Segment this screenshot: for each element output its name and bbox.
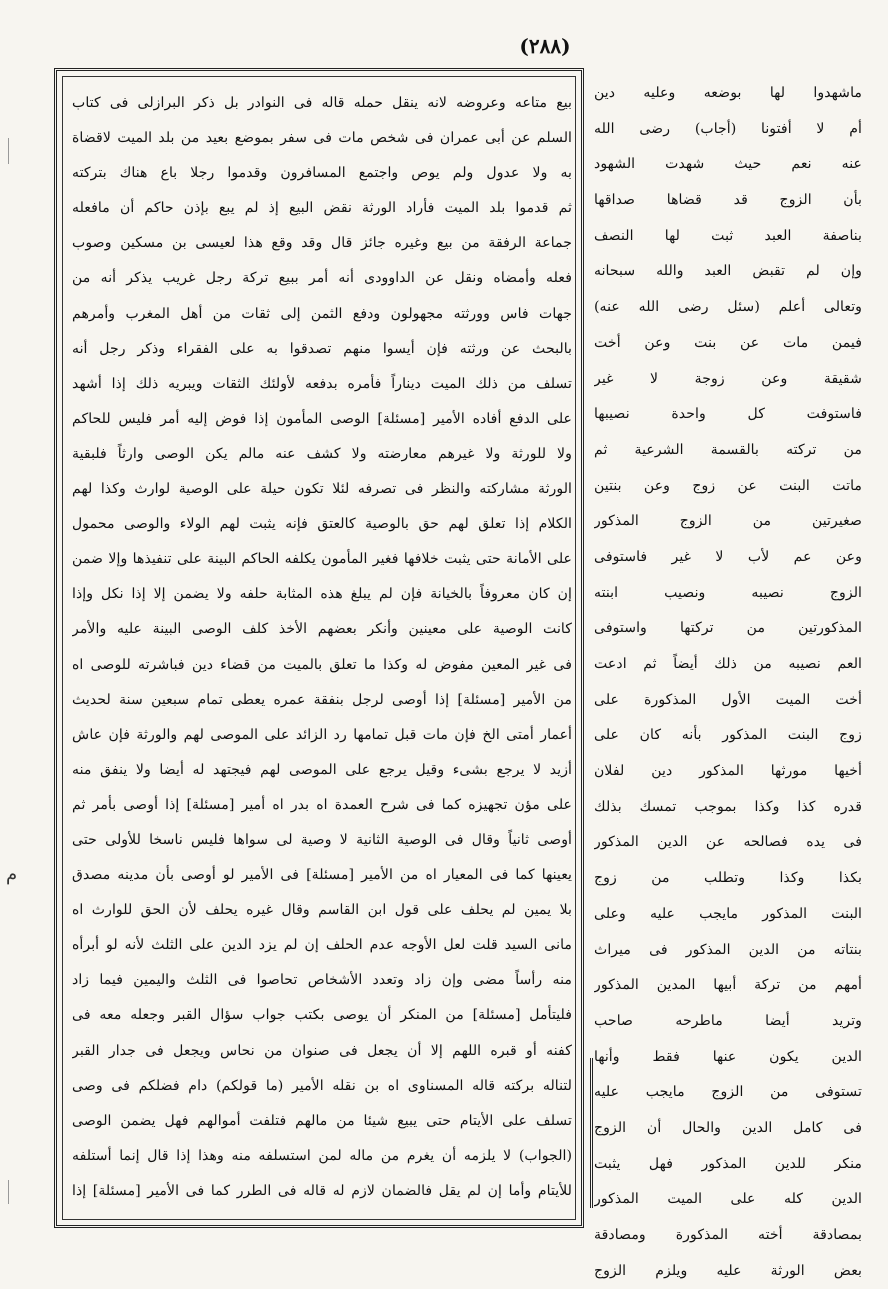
margin-text-line: وتريد أيضا ماطرحه صاحب — [594, 1012, 862, 1029]
main-text-line: كانت الوصية على معينين وأنكر بعضهم الأخذ كلف الوصى البينة عليه والأمر — [72, 621, 572, 638]
main-text-line: على الأمانة حتى يثبت خلافها فغير المأمون يكلفه الحاكم البينة على تنفيذها وإلا ضمن — [72, 551, 572, 568]
margin-text-line: المذكورتين من تركتها واستوفى — [594, 620, 862, 637]
margin-text-line: فاستوفت كل واحدة نصيبها — [594, 406, 862, 423]
margin-text-line: وتعالى أعلم (سئل رضى الله عنه) — [594, 299, 862, 316]
margin-text-line: صغيرتين من الزوج المذكور — [594, 513, 862, 530]
margin-bracket — [590, 1058, 599, 1208]
margin-text-line: الدين يكون عنها فقط وأنها — [594, 1048, 862, 1065]
margin-text-line: منكر للدين المذكور فهل يثبت — [594, 1155, 862, 1172]
margin-text-line: تستوفى من الزوج مايجب عليه — [594, 1084, 862, 1101]
main-text-line: الورثة مشاركته والنظر فى تصرفه لئلا تكون حيلة على الوصية لوارث وكذا لهم — [72, 481, 572, 498]
margin-text-line: فيمن مات عن بنت وعن أخت — [594, 334, 862, 351]
main-text-line: فى غير المعين مفوض له وكذا ما تعلق بالميت من قضاء دين فباشرته للوصى اه — [72, 656, 572, 673]
main-text-line: على مؤن تجهيزه كما فى شرح العمدة اه بدر اه أمير [مسئلة] إذا أوصى بأمر ثم — [72, 796, 572, 813]
margin-text-line: أخيها مورثها المذكور دين لفلان — [594, 763, 862, 780]
margin-text-line: عنه نعم حيث شهدت الشهود — [594, 156, 862, 173]
main-text-line: به ولا عدول ولم يوص واجتمع المسافرون وقدموا رجلا باع هناك بتركته — [72, 165, 572, 182]
page-number: (٢٨٨) — [519, 34, 571, 58]
margin-text-line: أم لا أفتونا (أجاب) رضى الله — [594, 120, 862, 137]
main-text-line: تسلف من ذلك الميت ديناراً فأمره بدفعه لأولئك الثقات ويبريه ذلك إذا أشهد — [72, 375, 572, 392]
main-text-line: الكلام إذا تعلق لهم حق بالوصية كالعتق فإنه يثبت لهم الولاء والوصى محمول — [72, 516, 572, 533]
margin-text-line: العم نصيبه من ذلك أيضاً ثم ادعت — [594, 656, 862, 672]
main-text-line: تسلف على الأيتام حتى يبيع شيئا من مالهم فتلفت أموالهم فهل يضمن الوصى — [72, 1112, 572, 1129]
main-text-line: مانى السيد قلت لعل الأوجه عدم الحلف إن لم يزد الدين على الثلث لأنه لو أبرأه — [72, 937, 572, 954]
margin-text-line: الدين كله على الميت المذكور — [594, 1191, 862, 1208]
side-mark: م — [6, 864, 18, 885]
margin-text-line: بأن الزوج قد قضاها صداقها — [594, 192, 862, 209]
main-text-line: فعله وأمضاه ونقل عن الداوودى أنه أمر ببيع تركة رجل غريب يذكر أنه من — [72, 270, 572, 287]
margin-text-line: قدره كذا وكذا بموجب تمسك بذلك — [594, 798, 862, 815]
margin-commentary-column — [594, 76, 862, 1289]
main-text-line: السلم عن أبى عمران فى شخص مات فى سفر بموضع بعيد من بلد الميت لاقضاة — [72, 130, 572, 147]
margin-text-line: أمهم من تركة أبيها المدين المذكور — [594, 977, 862, 994]
main-text-line: للأيتام وأما إن لم يقل فالضمان لازم له قاله فى الطرر كما فى الأمير [مسئلة] إذا — [72, 1182, 572, 1199]
margin-text-line: بناصفة العبد ثبت لها النصف — [594, 227, 862, 244]
main-text-line: أزيد لا يرجع بشىء وقيل يرجع على الموصى لهم فيجتهد له أيضا ولا ينفق منه — [72, 761, 572, 778]
main-text-line: يعينها كما فى المعيار اه من الأمير [مسئلة] فى الأمير لو أوصى بأن مدينه مصدق — [72, 867, 572, 884]
margin-text-line: ماشهدوا لها بوضعه وعليه دين — [594, 85, 862, 101]
main-text-line: أعمار أمتى الخ فإن مات قبل تمامها رد الزائد على الموصى لهم والورثة فإن عاش — [72, 726, 572, 743]
margin-text-line: وعن عم لأب لا غير فاستوفى — [594, 548, 862, 565]
margin-text-line: ماتت البنت عن زوج وعن بنتين — [594, 477, 862, 494]
margin-text-line: بكذا وكذا وتطلب من زوج — [594, 870, 862, 887]
main-text-line: أوصى ثانياً وقال فى الوصية الثانية لا وصية لى سواها فليس ناسخا للأولى حتى — [72, 831, 572, 848]
margin-text-line: وإن لم تقبض العبد والله سبحانه — [594, 263, 862, 280]
main-text-line: بلا يمين لم يحلف على قول ابن القاسم وقال غيره يحلف لأن الحق للوارث اه — [72, 902, 572, 919]
main-text-line: بيع متاعه وعروضه لانه ينقل حمله قاله فى النوادر بل ذكر البرازلى فى كتاب — [72, 95, 572, 111]
main-text-line: لتناله بركته قاله المسناوى اه بن نقله الأمير (ما قولكم) دام فضلكم فى وصى — [72, 1077, 572, 1094]
margin-text-line: بعض الورثة عليه ويلزم الزوج — [594, 1262, 862, 1279]
margin-text-line: أخت الميت الأول المذكورة على — [594, 691, 862, 708]
main-text-column — [72, 86, 572, 1209]
main-text-line: فليتأمل [مسئلة] من المنكر أن يوصى بكتب جواب سؤال القبر وجعله معه فى — [72, 1007, 572, 1024]
main-text-line: (الجواب) لا يلزمه أن يغرم من ماله لمن استسلفه منه وهذا إذا قال إنما أستلفه — [72, 1147, 572, 1164]
main-text-line: ولا للورثة ولا غيرهم معارضته ولا كشف عنه مالم يكن الوصى وارثاً فلبقية — [72, 445, 572, 462]
main-text-line: ثم قدموا بلد الميت فأراد الورثة نقض البيع إذ لم يبع بإذن حاكم أن مافعله — [72, 200, 572, 217]
main-text-line: كفنه أو قبره اللهم إلا أن يجعل فى صنوان من نحاس ويجعل فى جدار القبر — [72, 1042, 572, 1059]
margin-text-line: بنتاته من الدين المذكور فى ميراث — [594, 941, 862, 958]
margin-text-line: شقيقة وعن زوجة لا غير — [594, 370, 862, 387]
main-text-line: بالبحث عن ورثته فإن أيسوا منهم تصدقوا به على الفقراء وذكر رجل أنه — [72, 340, 572, 357]
main-text-line: على الدفع أفاده الأمير [مسئلة] الوصى المأمون إذا فوض إليه أمر فليس للحاكم — [72, 410, 572, 427]
main-text-line: جماعة الرفقة من بيع وغيره جائز قال وقد وقع هذا لعيسى بن مسكين وصوب — [72, 235, 572, 252]
edge-tick — [8, 1180, 9, 1204]
margin-text-line: من تركته بالقسمة الشرعية ثم — [594, 441, 862, 458]
margin-text-line: فى يده فصالحه عن الدين المذكور — [594, 834, 862, 851]
main-text-line: من الأمير [مسئلة] إذا أوصى لرجل بنفقة عمره يعطى تمام سبعين سنة لحديث — [72, 691, 572, 708]
edge-tick — [8, 138, 9, 164]
main-text-line: جهات فاس وورثته مجهولون ودفع الثمن إلى ثقات من أهل المغرب وأمرهم — [72, 305, 572, 322]
margin-text-line: بمصادقة أخته المذكورة ومصادقة — [594, 1227, 862, 1243]
main-text-line: منه رأساً مضى وإن زاد وتعدد الأشخاص تحاصوا فى الثلث واليمين فيما زاد — [72, 972, 572, 989]
margin-text-line: البنت المذكور مايجب عليه وعلى — [594, 905, 862, 922]
main-text-line: إن كان معروفاً بالخيانة فإن لم يبلغ هذه المثابة حلفه ولا يضمن إلا إذا نكل وإذا — [72, 586, 572, 603]
margin-text-line: زوج البنت المذكور بأنه كان على — [594, 727, 862, 744]
margin-text-line: فى كامل الدين والحال أن الزوج — [594, 1119, 862, 1136]
margin-text-line: الزوج نصيبه ونصيب ابنته — [594, 584, 862, 601]
